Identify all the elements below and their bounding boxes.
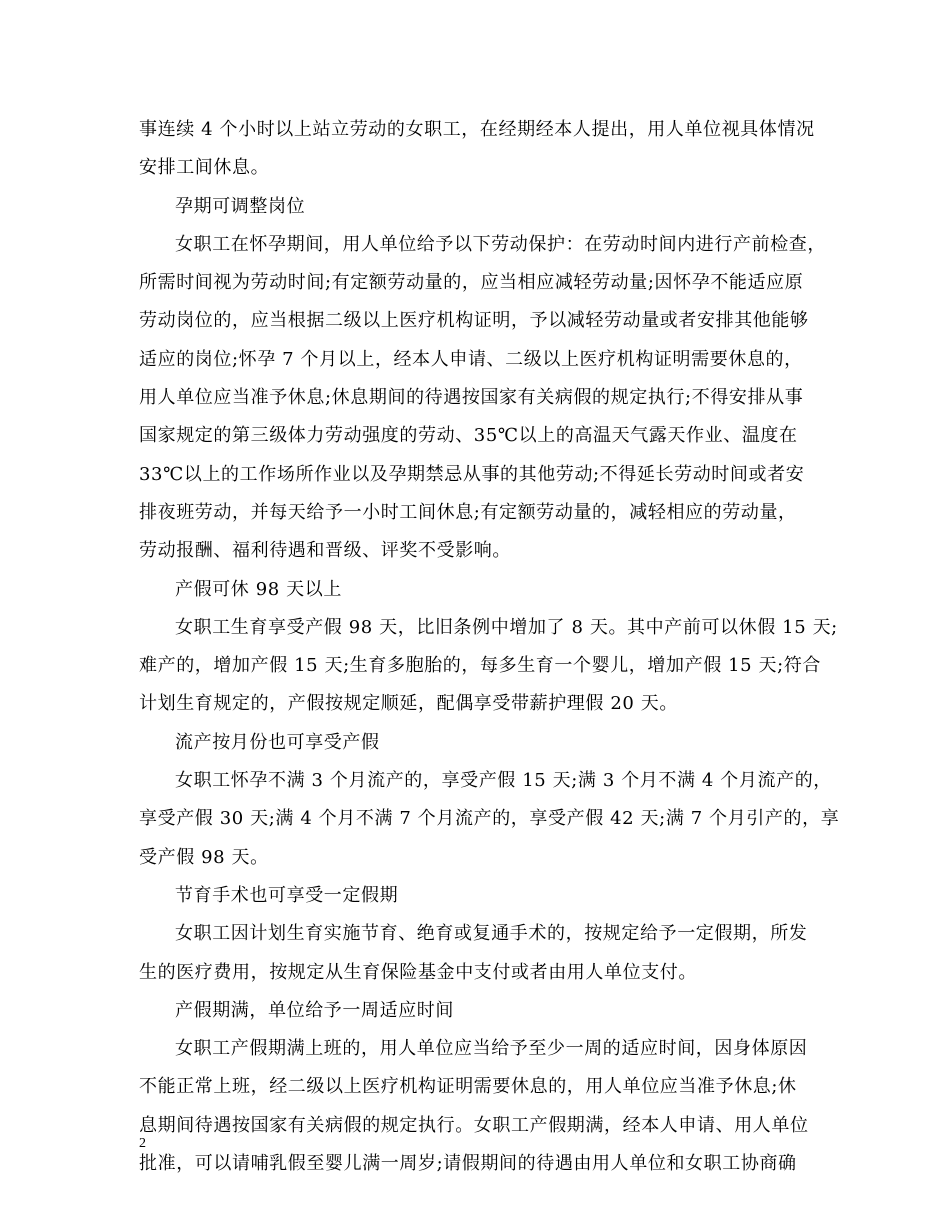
text-line: 女职工生育享受产假 98 天，比旧条例中增加了 8 天。其中产前可以休假 15 天; <box>175 616 838 638</box>
text-line: 劳动岗位的，应当根据二级以上医疗机构证明，予以减轻劳动量或者安排其他能够 <box>139 310 809 332</box>
text-line: 女职工产假期满上班的，用人单位应当给予至少一周的适应时间，因身体原因 <box>175 1038 808 1060</box>
text-line: 计划生育规定的，产假按规定顺延，配偶享受带薪护理假 20 天。 <box>139 693 678 715</box>
text-line: 产假期满，单位给予一周适应时间 <box>175 999 454 1021</box>
text-line: 生的医疗费用，按规定从生育保险基金中支付或者由用人单位支付。 <box>139 961 697 983</box>
text-line: 不能正常上班，经二级以上医疗机构证明需要休息的，用人单位应当准予休息;休 <box>139 1076 797 1098</box>
text-line: 享受产假 30 天;满 4 个月不满 7 个月流产的，享受产假 42 天;满 7 个月引产的，享 <box>139 808 840 830</box>
text-line: 息期间待遇按国家有关病假的规定执行。女职工产假期满，经本人申请、用人单位 <box>139 1114 809 1136</box>
text-line: 产假可休 98 天以上 <box>175 578 342 600</box>
document-body <box>139 111 840 1183</box>
text-line: 用人单位应当准予休息;休息期间的待遇按国家有关病假的规定执行;不得安排从事 <box>139 387 804 409</box>
text-line: 排夜班劳动，并每天给予一小时工间休息;有定额劳动量的，减轻相应的劳动量， <box>139 501 797 523</box>
text-line: 受产假 98 天。 <box>139 846 269 868</box>
text-line: 难产的，增加产假 15 天;生育多胞胎的，每多生育一个婴儿，增加产假 15 天;符合 <box>139 655 822 677</box>
text-line: 女职工怀孕不满 3 个月流产的，享受产假 15 天;满 3 个月不满 4 个月流产的， <box>175 770 832 792</box>
text-line: 劳动报酬、福利待遇和晋级、评奖不受影响。 <box>139 540 511 562</box>
text-line: 所需时间视为劳动时间;有定额劳动量的，应当相应减轻劳动量;因怀孕不能适应原 <box>139 272 804 294</box>
page-number: 2 <box>139 1136 146 1151</box>
text-line: 流产按月份也可享受产假 <box>175 731 380 753</box>
text-line: 33℃以上的工作场所作业以及孕期禁忌从事的其他劳动;不得延长劳动时间或者安 <box>139 463 805 485</box>
text-line: 安排工间休息。 <box>139 157 270 179</box>
text-line: 事连续 4 个小时以上站立劳动的女职工，在经期经本人提出，用人单位视具体情况 <box>139 119 815 140</box>
text-line: 适应的岗位;怀孕 7 个月以上，经本人申请、二级以上医疗机构证明需要休息的， <box>139 348 803 370</box>
text-line: 女职工因计划生育实施节育、绝育或复通手术的，按规定给予一定假期，所发 <box>175 923 808 945</box>
text-line: 节育手术也可享受一定假期 <box>175 884 399 906</box>
text-line: 批准，可以请哺乳假至婴儿满一周岁;请假期间的待遇由用人单位和女职工协商确 <box>139 1153 797 1175</box>
text-line: 女职工在怀孕期间，用人单位给予以下劳动保护：在劳动时间内进行产前检查， <box>175 233 826 255</box>
text-line: 国家规定的第三级体力劳动强度的劳动、35℃以上的高温天气露天作业、温度在 <box>139 425 798 447</box>
text-line: 孕期可调整岗位 <box>175 195 306 217</box>
